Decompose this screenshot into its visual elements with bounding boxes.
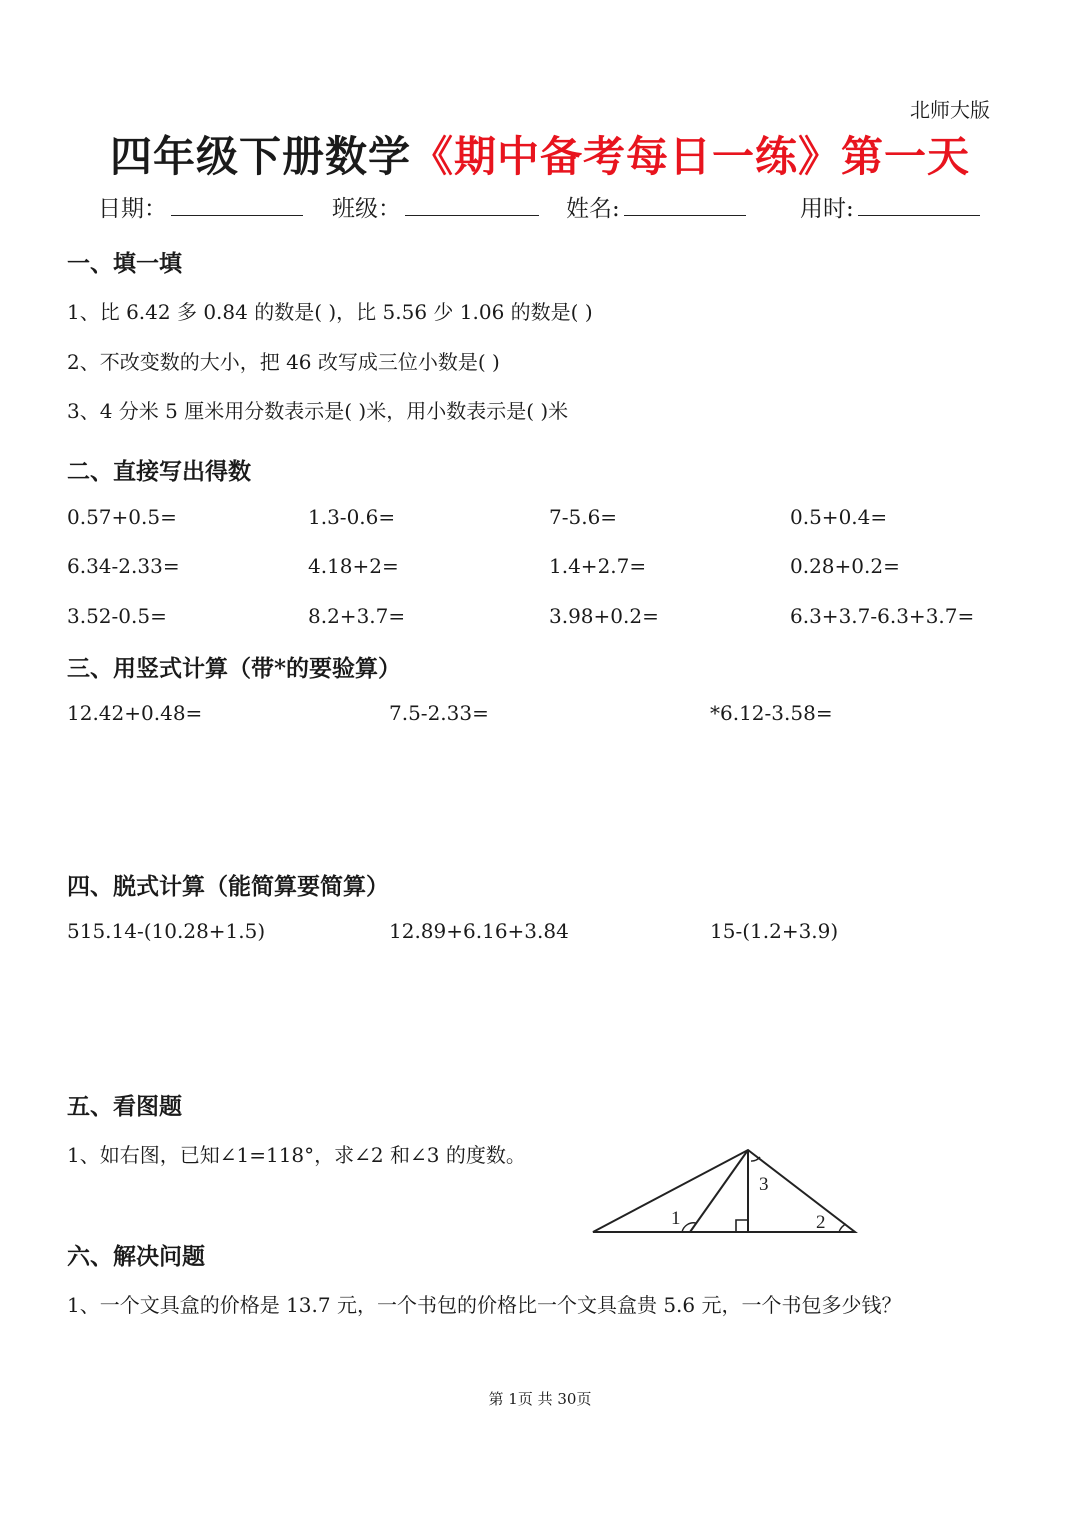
title-highlight: 《期中备考每日一练》第一天	[411, 132, 971, 181]
stepwise-calc-problem: 12.89+6.16+3.84	[389, 919, 569, 943]
vertical-calc-problem: 7.5-2.33=	[389, 701, 489, 725]
section1-question-2: 2、不改变数的大小，把 46 改写成三位小数是( )	[67, 350, 500, 374]
oral-problem: 0.5+0.4=	[790, 505, 888, 529]
class-label: 班级：	[332, 196, 401, 222]
triangle-figure	[585, 1140, 865, 1240]
edition-label: 北师大版	[910, 98, 990, 122]
time-blank[interactable]	[858, 193, 980, 216]
section6-question: 1、一个文具盒的价格是 13.7 元，一个书包的价格比一个文具盒贵 5.6 元，一个书包多少钱？	[67, 1293, 902, 1317]
oral-problem: 6.34-2.33=	[67, 554, 180, 578]
right-angle-mark	[736, 1220, 748, 1232]
page-title	[0, 124, 1080, 184]
oral-problem: 6.3+3.7-6.3+3.7=	[790, 604, 975, 628]
date-blank[interactable]	[171, 193, 303, 216]
angle3-label: 3	[759, 1174, 769, 1195]
oral-problem: 0.57+0.5=	[67, 505, 177, 529]
date-label: 日期：	[98, 196, 167, 222]
class-blank[interactable]	[405, 193, 539, 216]
angle2-arc	[839, 1224, 846, 1232]
oral-problem: 3.98+0.2=	[549, 604, 659, 628]
time-label: 用时:	[800, 196, 854, 222]
section4-title: 四、脱式计算（能简算要简算）	[67, 873, 389, 900]
class-field[interactable]	[332, 190, 539, 223]
section2-title: 二、直接写出得数	[67, 458, 251, 485]
name-field[interactable]	[566, 190, 746, 223]
oral-problem: 3.52-0.5=	[67, 604, 167, 628]
oral-problem: 7-5.6=	[549, 505, 618, 529]
section1-question-3: 3、4 分米 5 厘米用分数表示是( )米，用小数表示是( )米	[67, 399, 569, 423]
oral-problem: 8.2+3.7=	[308, 604, 406, 628]
stepwise-calc-problem: 515.14-(10.28+1.5)	[67, 919, 266, 943]
oral-problem: 1.4+2.7=	[549, 554, 647, 578]
section1-title: 一、填一填	[67, 250, 182, 277]
name-blank[interactable]	[624, 193, 746, 216]
section5-question: 1、如右图，已知∠1=118°，求∠2 和∠3 的度数。	[67, 1143, 526, 1167]
name-label: 姓名:	[566, 196, 620, 222]
vertical-calc-problem: *6.12-3.58=	[710, 701, 833, 725]
section6-title: 六、解决问题	[67, 1243, 205, 1270]
section1-question-1: 1、比 6.42 多 0.84 的数是( )，比 5.56 少 1.06 的数是( )	[67, 300, 593, 324]
page-number: 第 1页 共 30页	[488, 1390, 592, 1408]
oral-problem: 1.3-0.6=	[308, 505, 396, 529]
time-field[interactable]	[800, 190, 980, 223]
title-main: 四年级下册数学	[109, 132, 411, 181]
oral-problem: 4.18+2=	[308, 554, 399, 578]
stepwise-calc-problem: 15-(1.2+3.9)	[710, 919, 839, 943]
angle2-label: 2	[816, 1212, 826, 1233]
section5-title: 五、看图题	[67, 1093, 182, 1120]
vertical-calc-problem: 12.42+0.48=	[67, 701, 203, 725]
oral-problem: 0.28+0.2=	[790, 554, 900, 578]
section3-title: 三、用竖式计算（带*的要验算）	[67, 655, 402, 682]
date-field[interactable]	[98, 190, 303, 223]
angle1-label: 1	[671, 1208, 681, 1229]
angle3-arc	[751, 1157, 760, 1161]
